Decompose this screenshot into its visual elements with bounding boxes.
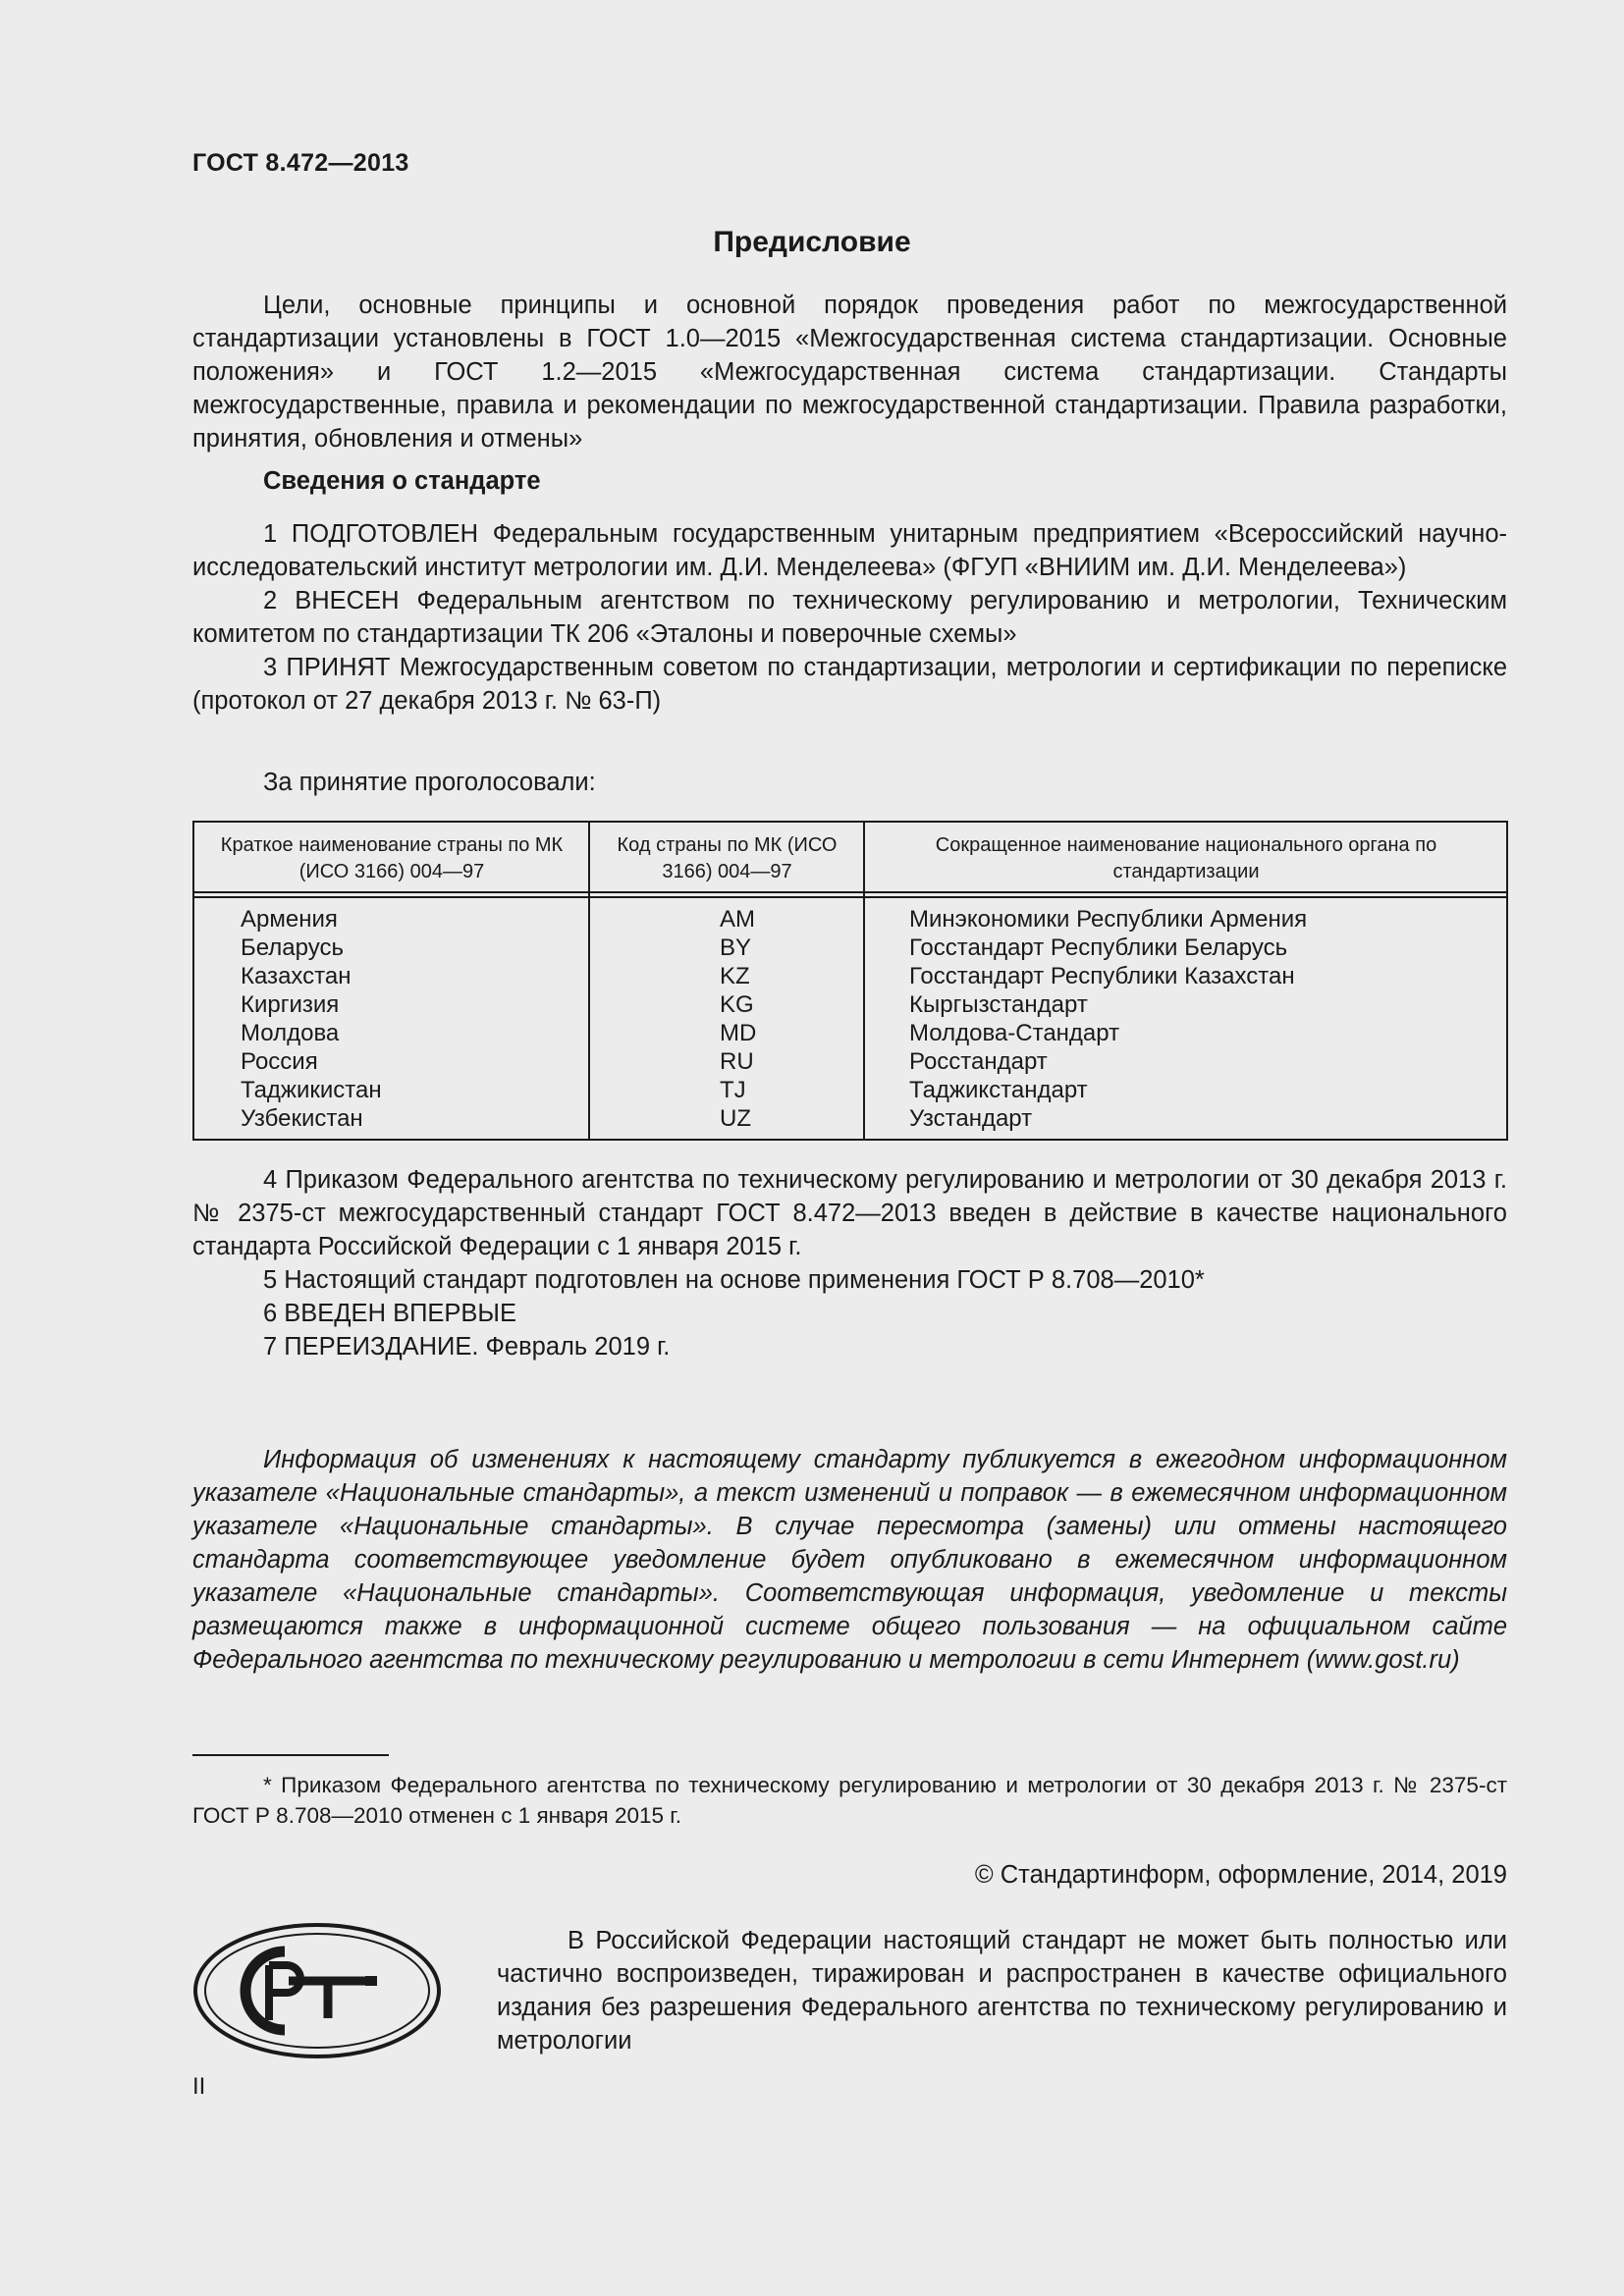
standard-info-items-continued <box>192 1163 1507 1363</box>
document-number-header: ГОСТ 8.472—2013 <box>192 149 409 177</box>
table-header-code: Код страны по МК (ИСО 3166) 004—97 <box>617 834 838 882</box>
changes-info-section <box>192 1443 1507 1677</box>
table-header-country: Краткое наименование страны по МК (ИСО 3166) 004—97 <box>220 834 564 882</box>
table-cell-authority: Узстандарт <box>909 1105 1033 1132</box>
table-cell-country: Беларусь <box>241 934 344 961</box>
table-cell-country: Армения <box>241 906 338 933</box>
table-cell-country: Таджикистан <box>241 1077 382 1103</box>
vote-label: За принятие проголосовали: <box>263 769 596 796</box>
table-cell-authority: Кыргызстандарт <box>909 991 1088 1018</box>
table-cell-country: Молдова <box>241 1020 340 1046</box>
voting-countries-table <box>192 821 1508 1141</box>
copyright-notice: © Стандартинформ, оформление, 2014, 2019 <box>974 1861 1507 1889</box>
table-column-country <box>241 905 382 1133</box>
info-item-5: 5 Настоящий стандарт подготовлен на основе применения ГОСТ Р 8.708—2010* <box>263 1266 1205 1294</box>
table-cell-code: KG <box>720 991 754 1018</box>
info-item-2: 2 ВНЕСЕН Федеральным агентством по техническому регулированию и метрологии, Техническим комитетом по стандартизации ТК 206 «Эталоны и поверочные схемы» <box>192 587 1507 648</box>
page-title: Предисловие <box>713 226 911 258</box>
table-cell-code: MD <box>720 1020 757 1046</box>
rst-logo-icon <box>192 1922 442 2059</box>
intro-section <box>192 289 1507 455</box>
info-item-3: 3 ПРИНЯТ Межгосударственным советом по стандартизации, метрологии и сертификации по переписке (протокол от 27 декабря 2013 г. № 63-П) <box>192 654 1507 715</box>
table-cell-authority: Молдова-Стандарт <box>909 1020 1120 1046</box>
info-item-6: 6 ВВЕДЕН ВПЕРВЫЕ <box>263 1300 517 1327</box>
table-header-authority: Сокращенное наименование национального органа по стандартизации <box>935 834 1437 882</box>
intro-paragraph: Цели, основные принципы и основной порядок проведения работ по межгосударственной стандартизации установлены в ГОСТ 1.0—2015 «Межгосударственная система стандартизации. Основные положения» и ГОСТ 1.2—2015 «Межгосударственная система стандартизации. Стандарты межгосударственные, правила и рекомендации по межгосударственной стандартизации. Правила разработки, принятия, обновления и отмены» <box>192 292 1507 453</box>
table-cell-code: AM <box>720 906 755 933</box>
table-header-rule <box>194 891 1506 893</box>
info-item-1: 1 ПОДГОТОВЛЕН Федеральным государственным унитарным предприятием «Всероссийский научно-исследовательский институт метрологии им. Д.И. Менделеева» (ФГУП «ВНИИМ им. Д.И. Менделеева») <box>192 520 1507 581</box>
reproduction-notice-text: В Российской Федерации настоящий стандарт не может быть полностью или частично воспроизведен, тиражирован и распространен в качестве официального издания без разрешения Федерального агентства по техническому регулированию и метрологии <box>497 1927 1507 2055</box>
table-cell-country: Узбекистан <box>241 1105 363 1132</box>
table-column-divider <box>863 823 865 1139</box>
table-header-rule <box>194 896 1506 898</box>
footnote-divider <box>192 1754 389 1756</box>
changes-info-paragraph: Информация об изменениях к настоящему стандарту публикуется в ежегодном информационном указателе «Национальные стандарты», а текст изменений и поправок — в ежемесячном информационном указателе «Национальные стандарты». В случае пересмотра (замены) или отмены настоящего стандарта соответствующее уведомление будет опубликовано в ежемесячном информационном указателе «Национальные стандарты». Соответствующая информация, уведомление и тексты размещаются также в информационной системе общего пользования — на официальном сайте Федерального агентства по техническому регулированию и метрологии в сети Интернет (www.gost.ru) <box>192 1446 1507 1674</box>
table-cell-authority: Таджикстандарт <box>909 1077 1088 1103</box>
table-column-authority <box>909 905 1307 1133</box>
table-cell-authority: Минэкономики Республики Армения <box>909 906 1308 933</box>
standard-info-items <box>192 517 1507 718</box>
table-column-divider <box>588 823 590 1139</box>
reproduction-notice <box>497 1924 1507 2057</box>
standard-info-heading: Сведения о стандарте <box>263 467 541 495</box>
table-cell-code: KZ <box>720 963 750 989</box>
table-cell-authority: Госстандарт Республики Казахстан <box>909 963 1295 989</box>
info-item-7: 7 ПЕРЕИЗДАНИЕ. Февраль 2019 г. <box>263 1333 671 1361</box>
table-cell-country: Киргизия <box>241 991 340 1018</box>
table-cell-authority: Росстандарт <box>909 1048 1048 1075</box>
table-cell-code: UZ <box>720 1105 751 1132</box>
table-column-code <box>720 905 756 1133</box>
table-cell-country: Россия <box>241 1048 318 1075</box>
footnote-text: * Приказом Федерального агентства по техническому регулированию и метрологии от 30 декабря 2013 г. № 2375-ст ГОСТ Р 8.708—2010 отменен с 1 января 2015 г. <box>192 1773 1507 1828</box>
info-item-4: 4 Приказом Федерального агентства по техническому регулированию и метрологии от 30 декабря 2013 г. № 2375-ст межгосударственный стандарт ГОСТ 8.472—2013 введен в действие в качестве национального стандарта Российской Федерации с 1 января 2015 г. <box>192 1166 1507 1260</box>
table-cell-code: RU <box>720 1048 754 1075</box>
footnote-section <box>192 1770 1507 1831</box>
page-number: II <box>192 2073 206 2100</box>
table-cell-authority: Госстандарт Республики Беларусь <box>909 934 1288 961</box>
table-cell-code: BY <box>720 934 752 961</box>
table-cell-code: TJ <box>720 1077 746 1103</box>
table-cell-country: Казахстан <box>241 963 352 989</box>
